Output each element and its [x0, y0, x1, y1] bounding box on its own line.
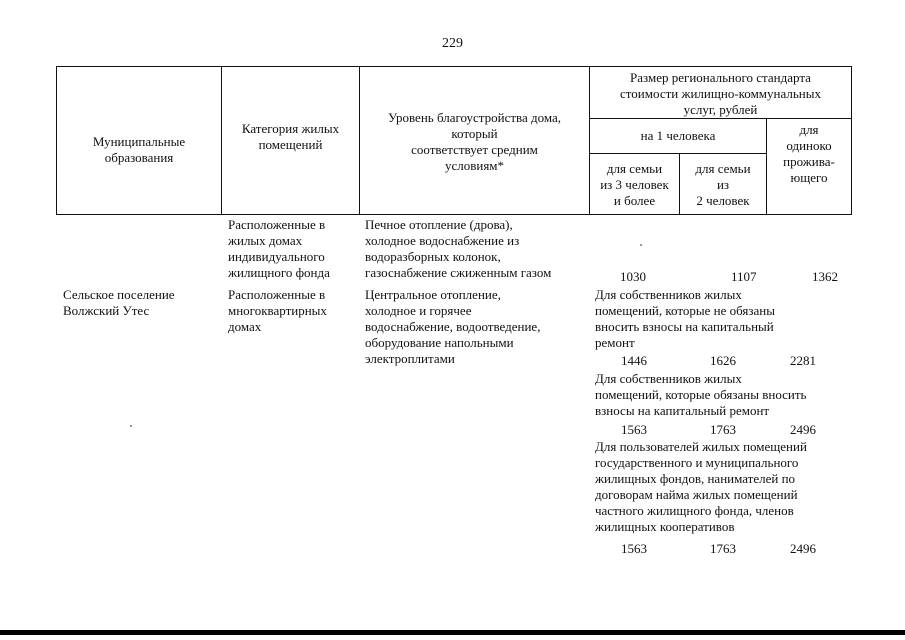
scan-border: [0, 630, 905, 635]
note-owners-not-obliged: Для собственников жилых помещений, которые не обязаны вносить взносы на капитальный ремонт: [595, 287, 775, 350]
scan-speck: [130, 425, 132, 427]
category-individual: Расположенные в жилых домах индивидуального жилищного фонда: [228, 217, 330, 280]
value-family3: 1030: [620, 269, 646, 284]
value-family2: 1626: [710, 353, 736, 368]
page-number: 229: [442, 36, 463, 51]
header-standard: Размер регионального стандарта стоимости жилищно-коммунальных услуг, рублей: [620, 70, 821, 117]
value-family3: 1563: [621, 541, 647, 556]
value-family2: 1107: [731, 269, 757, 284]
note-tenants: Для пользователей жилых помещений государственного и муниципального жилищных фондов, нанимателей по договорам найма жилых помещений частного жилищного фонда, членов жилищных кооперативов: [595, 439, 807, 534]
header-family2: для семьи из 2 человек: [695, 161, 751, 208]
header-single: для одиноко прожива- ющего: [783, 122, 835, 185]
level-central-heating: Центральное отопление, холодное и горячее водоснабжение, водоотведение, оборудование напольными электроплитами: [365, 287, 541, 366]
header-family3: для семьи из 3 человек и более: [600, 161, 669, 208]
scan-speck: [640, 244, 642, 246]
value-single: 2496: [790, 541, 816, 556]
note-owners-obliged: Для собственников жилых помещений, которые обязаны вносить взносы на капитальный ремонт: [595, 371, 807, 418]
header-per-person: на 1 человека: [640, 128, 716, 143]
value-single: 1362: [812, 269, 838, 284]
value-single: 2281: [790, 353, 816, 368]
header-level: Уровень благоустройства дома, который соответствует средним условиям*: [387, 110, 562, 173]
value-family3: 1446: [621, 353, 647, 368]
value-family3: 1563: [621, 422, 647, 437]
category-apartment: Расположенные в многоквартирных домах: [228, 287, 327, 334]
municipality-name: Сельское поселение Волжский Утес: [63, 287, 175, 318]
header-category: Категория жилых помещений: [241, 121, 340, 152]
value-family2: 1763: [710, 541, 736, 556]
header-municipal: Муниципальные образования: [92, 134, 186, 165]
level-stove-heating: Печное отопление (дрова), холодное водоснабжение из водоразборных колонок, газоснабжение сжиженным газом: [365, 217, 552, 280]
value-family2: 1763: [710, 422, 736, 437]
value-single: 2496: [790, 422, 816, 437]
